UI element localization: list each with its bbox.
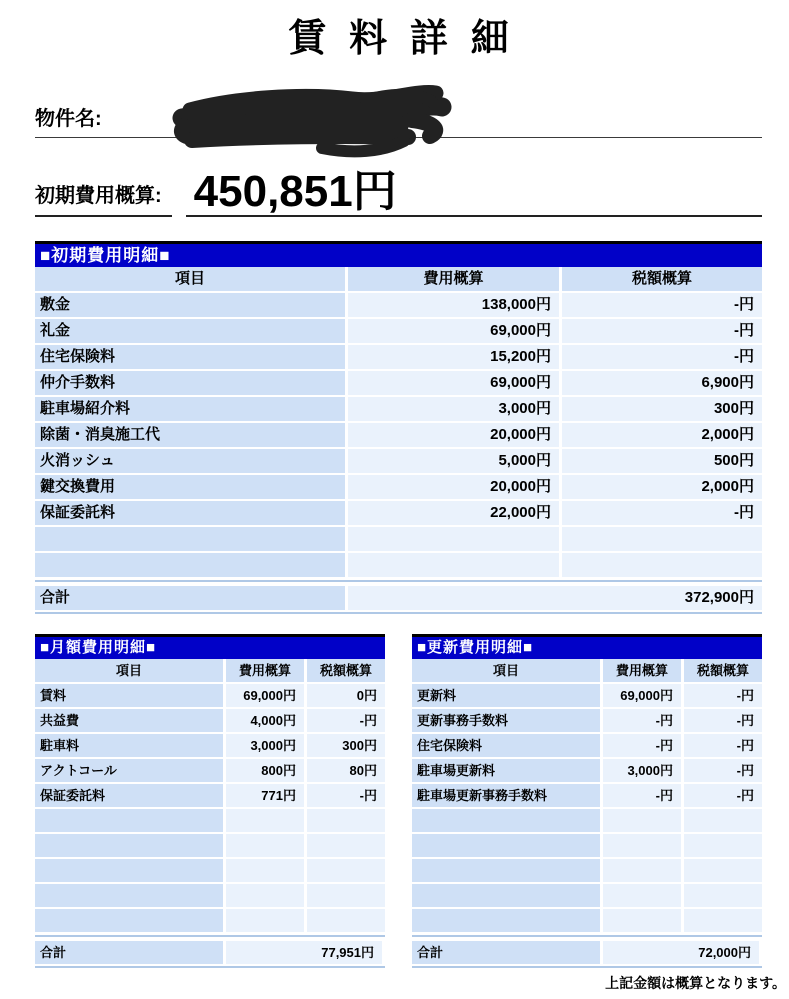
item-cell: 保証委託料 [35, 501, 345, 525]
table-header-row [35, 267, 762, 291]
table-row [35, 734, 385, 757]
empty-tax-cell [684, 809, 762, 832]
table-row [35, 345, 762, 369]
item-cell: 礼金 [35, 319, 345, 343]
cost-cell: 771円 [226, 784, 304, 807]
item-cell: 仲介手数料 [35, 371, 345, 395]
footer-note: 上記金額は概算となります。 [605, 975, 786, 992]
cost-cell: -円 [603, 784, 681, 807]
empty-table-row [412, 834, 762, 857]
tables-gap-spacer [385, 634, 412, 968]
cost-cell: 20,000円 [348, 423, 559, 447]
cost-cell: -円 [603, 734, 681, 757]
item-cell: 住宅保険料 [412, 734, 600, 757]
empty-item-cell [412, 884, 600, 907]
cost-cell: 15,200円 [348, 345, 559, 369]
cost-cell: 69,000円 [226, 684, 304, 707]
monthly-table-banner: ■月額費用明細■ [35, 634, 385, 659]
empty-tax-cell [307, 884, 385, 907]
table-header-row [412, 659, 762, 682]
total-label-cell: 合計 [412, 941, 600, 964]
empty-tax-cell [307, 859, 385, 882]
table-row [412, 759, 762, 782]
table-bottom-line [35, 612, 762, 614]
tax-cell: 80円 [307, 759, 385, 782]
tax-cell: -円 [684, 734, 762, 757]
page-title: 賃料詳細 [288, 18, 532, 60]
column-header: 費用概算 [226, 659, 304, 682]
monthly-table-body [35, 659, 385, 968]
empty-item-cell [35, 527, 345, 551]
empty-table-row [35, 909, 385, 932]
empty-item-cell [35, 859, 223, 882]
item-cell: 賃料 [35, 684, 223, 707]
tax-cell: 2,000円 [562, 475, 762, 499]
cost-cell: 3,000円 [348, 397, 559, 421]
monthly-cost-table [35, 634, 385, 968]
empty-cost-cell [603, 834, 681, 857]
item-cell: 駐車場紹介料 [35, 397, 345, 421]
cost-cell: 69,000円 [603, 684, 681, 707]
empty-table-row [35, 834, 385, 857]
total-separator-line [35, 935, 385, 937]
table-row [35, 449, 762, 473]
cost-cell: 4,000円 [226, 709, 304, 732]
cost-cell: 800円 [226, 759, 304, 782]
item-cell: 駐車場更新料 [412, 759, 600, 782]
column-header: 項目 [412, 659, 600, 682]
empty-cost-cell [226, 859, 304, 882]
tax-cell: -円 [562, 345, 762, 369]
empty-item-cell [412, 859, 600, 882]
tax-cell: -円 [307, 784, 385, 807]
empty-item-cell [35, 809, 223, 832]
empty-cost-cell [226, 884, 304, 907]
empty-item-cell [35, 909, 223, 932]
empty-table-row [412, 859, 762, 882]
tax-cell: -円 [562, 319, 762, 343]
table-row [35, 709, 385, 732]
total-separator-line [35, 580, 762, 582]
table-row [412, 709, 762, 732]
column-header: 項目 [35, 659, 223, 682]
table-row [35, 397, 762, 421]
empty-item-cell [35, 884, 223, 907]
cost-cell: 3,000円 [603, 759, 681, 782]
empty-tax-cell [684, 834, 762, 857]
tax-cell: 300円 [307, 734, 385, 757]
tax-cell: 6,900円 [562, 371, 762, 395]
cost-cell: 138,000円 [348, 293, 559, 317]
column-header: 項目 [35, 267, 345, 291]
redaction-scribble-mark [170, 78, 460, 162]
item-cell: 鍵交換費用 [35, 475, 345, 499]
empty-table-row [35, 553, 762, 577]
column-header: 税額概算 [684, 659, 762, 682]
empty-tax-cell [684, 909, 762, 932]
empty-tax-cell [307, 834, 385, 857]
table-row [412, 684, 762, 707]
item-cell: 更新料 [412, 684, 600, 707]
total-label-cell: 合計 [35, 941, 223, 964]
initial-table-body [35, 267, 762, 614]
table-row [412, 734, 762, 757]
initial-cost-row [35, 168, 762, 218]
initial-cost-value: 450,851円 [186, 168, 762, 218]
total-value-cell: 72,000円 [603, 941, 759, 964]
bottom-tables-row [35, 634, 762, 968]
total-separator-line [412, 935, 762, 937]
column-header: 費用概算 [603, 659, 681, 682]
item-cell: 共益費 [35, 709, 223, 732]
tax-cell: -円 [684, 709, 762, 732]
renewal-cost-table [412, 634, 762, 968]
table-bottom-line [412, 966, 762, 968]
table-row [412, 784, 762, 807]
tax-cell: -円 [562, 293, 762, 317]
cost-cell: 69,000円 [348, 371, 559, 395]
empty-item-cell [412, 909, 600, 932]
cost-cell: 20,000円 [348, 475, 559, 499]
cost-cell: -円 [603, 709, 681, 732]
tax-cell: -円 [684, 684, 762, 707]
empty-table-row [35, 859, 385, 882]
empty-table-row [35, 809, 385, 832]
empty-item-cell [412, 809, 600, 832]
tax-cell: 2,000円 [562, 423, 762, 447]
item-cell: 除菌・消臭施工代 [35, 423, 345, 447]
table-row [35, 475, 762, 499]
empty-tax-cell [684, 859, 762, 882]
initial-cost-table [35, 241, 762, 614]
total-value-cell: 372,900円 [348, 586, 762, 610]
tax-cell: 0円 [307, 684, 385, 707]
empty-table-row [35, 884, 385, 907]
empty-tax-cell [307, 909, 385, 932]
column-header: 費用概算 [348, 267, 559, 291]
empty-item-cell [412, 834, 600, 857]
empty-cost-cell [348, 527, 559, 551]
item-cell: 保証委託料 [35, 784, 223, 807]
column-header: 税額概算 [562, 267, 762, 291]
item-cell: 更新事務手数料 [412, 709, 600, 732]
empty-tax-cell [684, 884, 762, 907]
table-row [35, 759, 385, 782]
item-cell: アクトコール [35, 759, 223, 782]
tax-cell: 500円 [562, 449, 762, 473]
empty-table-row [35, 527, 762, 551]
empty-cost-cell [603, 884, 681, 907]
empty-cost-cell [603, 809, 681, 832]
empty-tax-cell [307, 809, 385, 832]
initial-table-banner: ■初期費用明細■ [35, 241, 762, 267]
cost-cell: 69,000円 [348, 319, 559, 343]
total-label-cell: 合計 [35, 586, 345, 610]
renewal-table-banner: ■更新費用明細■ [412, 634, 762, 659]
renewal-table-body [412, 659, 762, 968]
tax-cell: -円 [307, 709, 385, 732]
empty-table-row [412, 884, 762, 907]
empty-cost-cell [348, 553, 559, 577]
table-header-row [35, 659, 385, 682]
empty-tax-cell [562, 527, 762, 551]
item-cell: 火消ッシュ [35, 449, 345, 473]
initial-cost-label: 初期費用概算: [35, 179, 172, 217]
table-row [35, 501, 762, 525]
property-name-row [35, 92, 762, 138]
empty-cost-cell [603, 859, 681, 882]
empty-tax-cell [562, 553, 762, 577]
total-row [35, 586, 762, 610]
tax-cell: -円 [562, 501, 762, 525]
item-cell: 住宅保険料 [35, 345, 345, 369]
table-bottom-line [35, 966, 385, 968]
tax-cell: -円 [684, 784, 762, 807]
column-header: 税額概算 [307, 659, 385, 682]
item-cell: 敷金 [35, 293, 345, 317]
table-row [35, 319, 762, 343]
property-name-label: 物件名: [35, 107, 102, 130]
table-row [35, 371, 762, 395]
item-cell: 駐車料 [35, 734, 223, 757]
tax-cell: -円 [684, 759, 762, 782]
empty-cost-cell [226, 909, 304, 932]
total-row [412, 941, 762, 964]
empty-cost-cell [603, 909, 681, 932]
empty-item-cell [35, 834, 223, 857]
tax-cell: 300円 [562, 397, 762, 421]
item-cell: 駐車場更新事務手数料 [412, 784, 600, 807]
table-row [35, 684, 385, 707]
total-row [35, 941, 385, 964]
cost-cell: 22,000円 [348, 501, 559, 525]
table-row [35, 784, 385, 807]
empty-table-row [412, 809, 762, 832]
empty-cost-cell [226, 809, 304, 832]
empty-item-cell [35, 553, 345, 577]
table-row [35, 423, 762, 447]
table-row [35, 293, 762, 317]
cost-cell: 5,000円 [348, 449, 559, 473]
cost-cell: 3,000円 [226, 734, 304, 757]
empty-cost-cell [226, 834, 304, 857]
empty-table-row [412, 909, 762, 932]
total-value-cell: 77,951円 [226, 941, 382, 964]
